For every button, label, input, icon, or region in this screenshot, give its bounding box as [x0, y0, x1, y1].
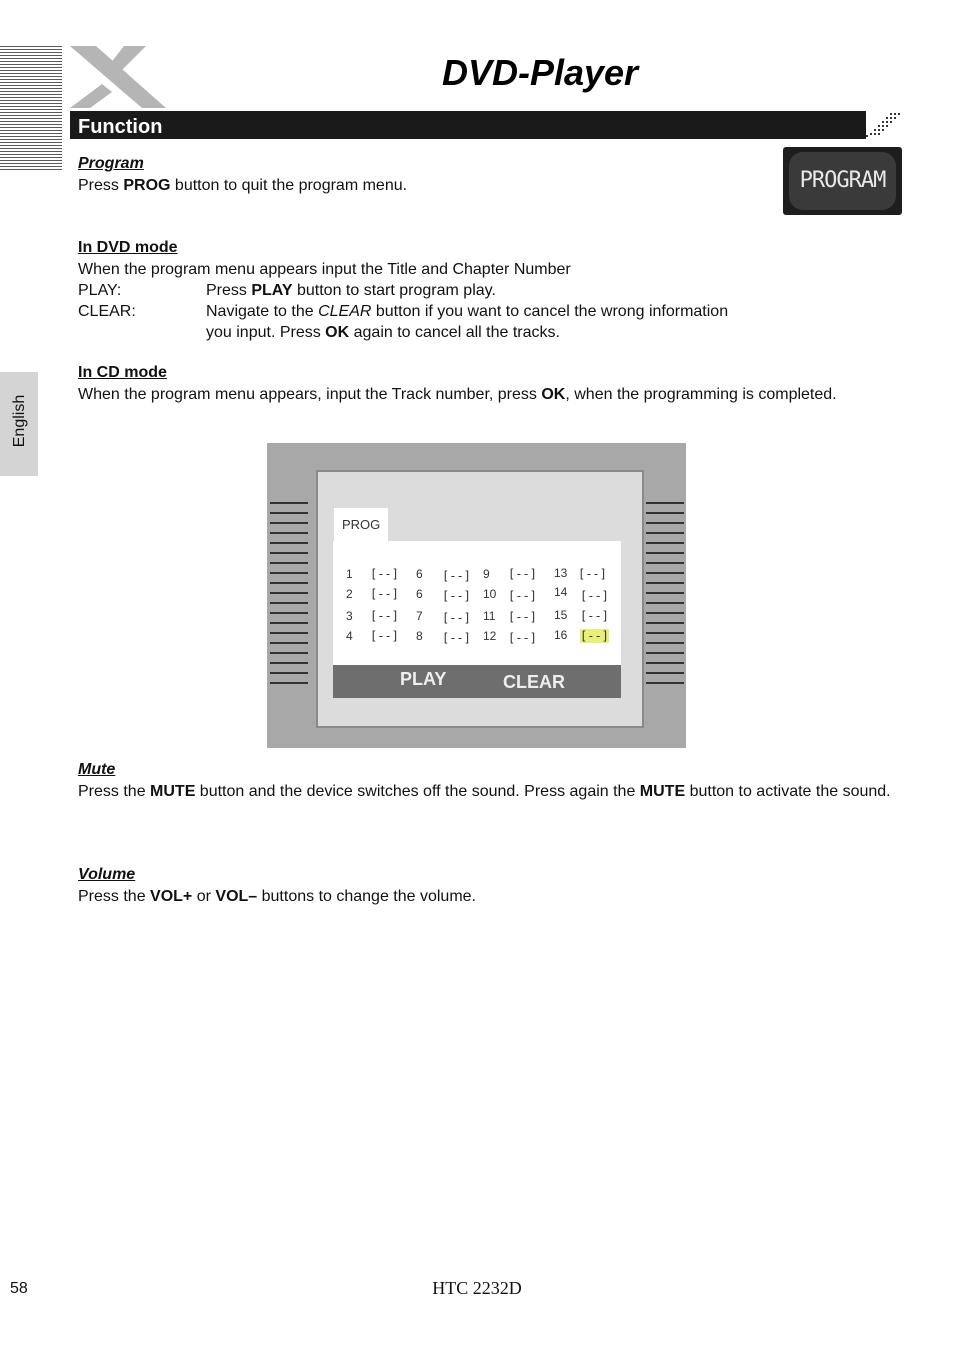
clear-description-line2: you input. Press OK again to cancel all the tracks.: [206, 324, 560, 341]
right-speaker-grille: [646, 502, 684, 690]
slot-value: [--]: [508, 631, 537, 645]
program-text: Press PROG button to quit the program menu.: [78, 177, 408, 194]
slot-number: 14: [554, 585, 568, 599]
slot-value: [--]: [580, 609, 609, 623]
clear-key: CLEAR:: [78, 303, 136, 320]
slot-number: 8: [416, 629, 423, 643]
page-number: 58: [10, 1280, 28, 1297]
slot-value: [--]: [442, 631, 471, 645]
slot-number: 6: [416, 587, 423, 601]
clear-description-line1: Navigate to the CLEAR button if you want to cancel the wrong information: [206, 303, 729, 320]
left-speaker-grille: [270, 502, 308, 690]
slot-number: 4: [346, 629, 353, 643]
slot-value: [--]: [370, 587, 399, 601]
slot-number: 3: [346, 609, 353, 623]
slot-value: [--]: [578, 567, 607, 581]
slot-number: 10: [483, 587, 497, 601]
prog-button-label: PROGRAM: [789, 152, 896, 210]
play-button-label: PLAY: [400, 669, 447, 689]
slot-value: [--]: [370, 629, 399, 643]
slot-number: 13: [554, 566, 568, 580]
language-label: English: [11, 394, 28, 448]
slot-number: 9: [483, 567, 490, 581]
slot-value-selected: [--]: [580, 629, 609, 643]
slot-value: [--]: [508, 567, 537, 581]
page-title: DVD-Player: [441, 52, 639, 93]
play-description: Press PLAY button to start program play.: [206, 282, 496, 299]
slot-number: 2: [346, 587, 353, 601]
volume-text: Press the VOL+ or VOL– buttons to change the volume.: [78, 888, 476, 905]
dvd-mode-heading: In DVD mode: [78, 239, 178, 256]
slot-value: [--]: [442, 569, 471, 583]
slot-number: 1: [346, 567, 353, 581]
prog-tab: PROG: [334, 508, 388, 544]
volume-heading: Volume: [78, 866, 136, 883]
program-slots-panel: [333, 541, 621, 665]
slot-number: 16: [554, 628, 568, 642]
dvd-mode-intro: When the program menu appears input the Title and Chapter Number: [78, 261, 571, 278]
mute-heading: Mute: [78, 761, 116, 778]
section-bar: [70, 111, 866, 139]
clear-button-label: CLEAR: [503, 672, 565, 692]
slot-value: [--]: [580, 589, 609, 603]
slot-value: [--]: [370, 609, 399, 623]
slot-value: [--]: [442, 611, 471, 625]
slot-number: 12: [483, 629, 497, 643]
program-menu-button-bar: [333, 665, 621, 698]
slot-number: 7: [416, 609, 423, 623]
play-key: PLAY:: [78, 282, 122, 299]
slot-value: [--]: [370, 567, 399, 581]
header-stripes-decoration: [0, 46, 62, 170]
section-bar-dots-decoration: [860, 111, 902, 139]
brand-x-logo: [66, 42, 176, 112]
section-title: Function: [78, 116, 163, 138]
slot-value: [--]: [508, 610, 537, 624]
slot-value: [--]: [508, 589, 537, 603]
model-name: HTC 2232D: [432, 1278, 522, 1298]
program-heading: Program: [78, 155, 144, 172]
slot-number: 15: [554, 608, 568, 622]
mute-text: Press the MUTE button and the device switches off the sound. Press again the MUTE button to activate the sound.: [78, 783, 891, 800]
cd-mode-heading: In CD mode: [78, 364, 167, 381]
cd-mode-text: When the program menu appears, input the Track number, press OK, when the programming is completed.: [78, 386, 837, 403]
slot-number: 11: [483, 609, 496, 623]
slot-value: [--]: [442, 589, 471, 603]
slot-number: 6: [416, 567, 423, 581]
